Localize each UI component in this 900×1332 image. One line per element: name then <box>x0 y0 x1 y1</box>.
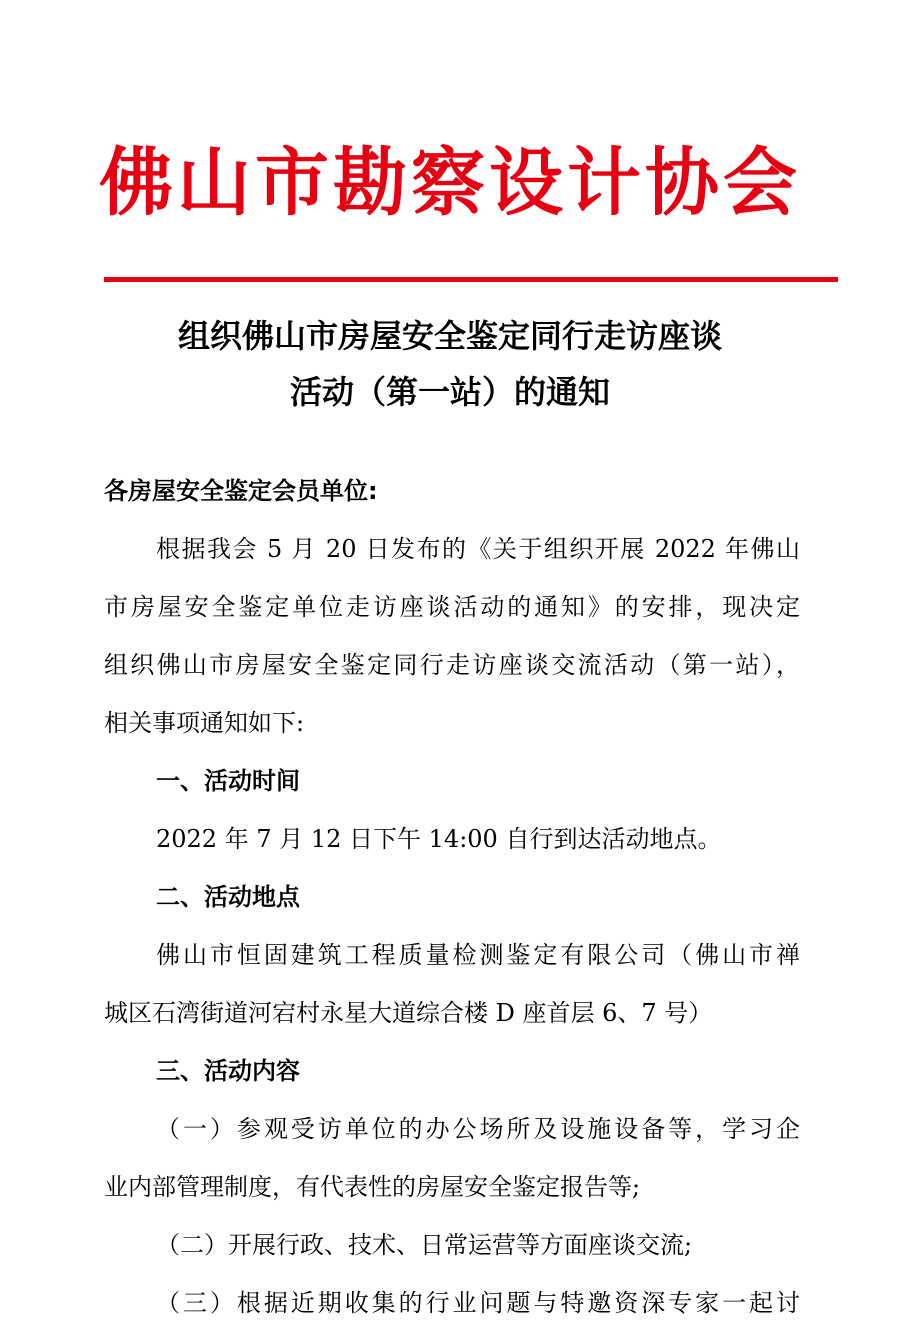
header-divider <box>104 277 838 282</box>
document-title <box>0 308 900 420</box>
document-body <box>104 462 800 1332</box>
document-title-line-1: 组织佛山市房屋安全鉴定同行走访座谈 <box>177 317 722 355</box>
intro-line: 组织佛山市房屋安全鉴定同行走访座谈交流活动（第一站）， <box>104 651 800 679</box>
intro-line: 根据我会 5 月 20 日发布的《关于组织开展 2022 年佛山 <box>156 535 800 563</box>
section-heading-content: 三、活动内容 <box>156 1057 300 1085</box>
section-location-text: 城区石湾街道河宕村永星大道综合楼 D 座首层 6、7 号） <box>104 999 713 1027</box>
section-content-item: （三）根据近期收集的行业问题与特邀资深专家一起讨 <box>156 1289 800 1317</box>
section-heading-location: 二、活动地点 <box>156 883 300 911</box>
document-title-line-2: 活动（第一站）的通知 <box>289 373 610 411</box>
section-content-item: 业内部管理制度，有代表性的房屋安全鉴定报告等; <box>104 1173 641 1201</box>
organization-header: 佛山市勘察设计协会 <box>99 140 801 226</box>
salutation: 各房屋安全鉴定会员单位: <box>104 477 378 505</box>
intro-line: 相关事项通知如下: <box>104 709 305 737</box>
section-heading-time: 一、活动时间 <box>156 767 300 795</box>
section-location-text: 佛山市恒固建筑工程质量检测鉴定有限公司（佛山市禅 <box>156 941 800 969</box>
section-content-item: （一）参观受访单位的办公场所及设施设备等，学习企 <box>156 1115 800 1143</box>
intro-line: 市房屋安全鉴定单位走访座谈活动的通知》的安排，现决定 <box>104 593 800 621</box>
section-content-item: （二）开展行政、技术、日常运营等方面座谈交流; <box>156 1231 693 1259</box>
section-time-text: 2022 年 7 月 12 日下午 14:00 自行到达活动地点。 <box>156 825 722 853</box>
